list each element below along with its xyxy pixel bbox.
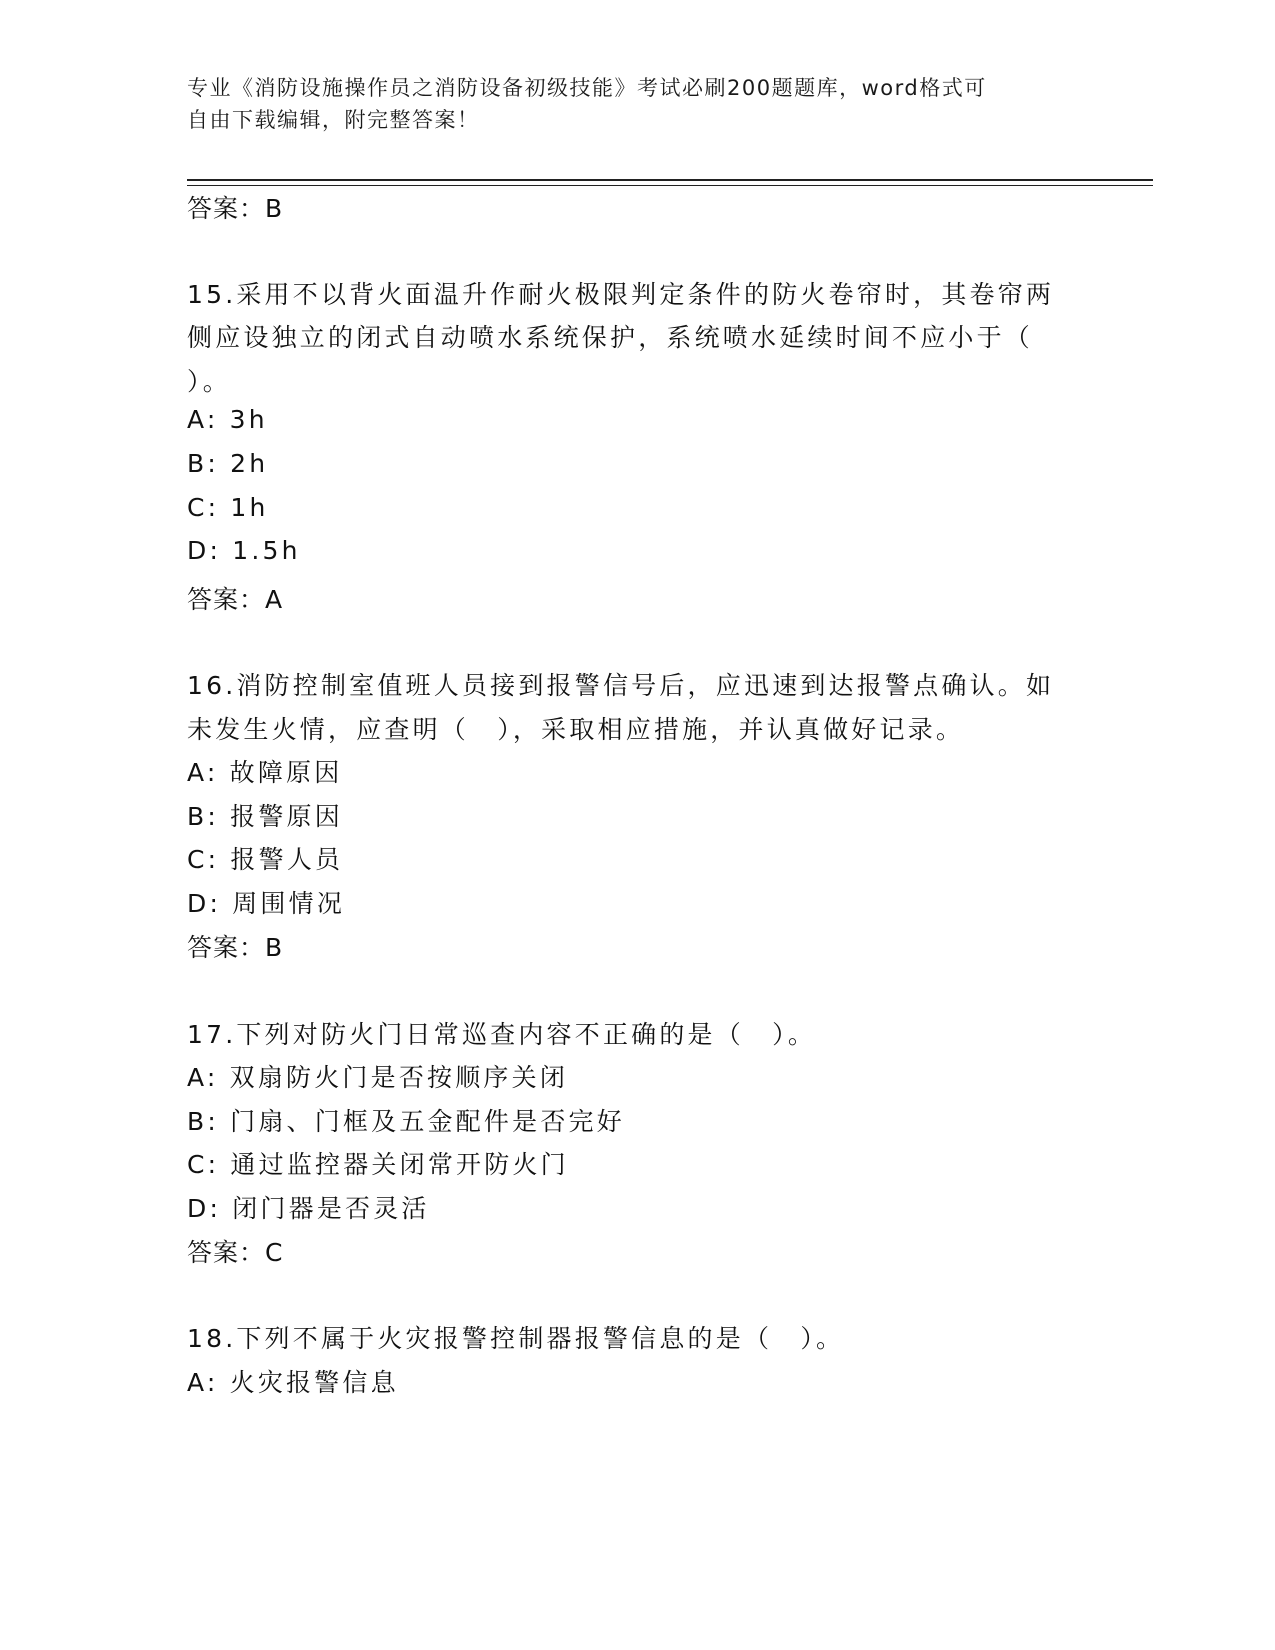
question-16-option-c: C: 报警人员 [187,845,344,874]
question-17-option-d: D: 闭门器是否灵活 [187,1194,430,1223]
question-17-option-b: B: 门扇、门框及五金配件是否完好 [187,1107,625,1136]
question-17-option-a: A: 双扇防火门是否按顺序关闭 [187,1063,569,1092]
question-16-option-a: A: 故障原因 [187,758,343,787]
question-18-option-a: A: 火灾报警信息 [187,1368,399,1397]
question-15-option-c: C: 1h [187,493,269,522]
question-18-stem-line-1: 18.下列不属于火灾报警控制器报警信息的是（ ）。 [187,1324,845,1353]
question-15-answer: 答案：A [187,585,284,614]
header-rule-thick [187,179,1153,181]
question-16-stem-line-1: 16.消防控制室值班人员接到报警信号后，应迅速到达报警点确认。如 [187,671,1055,700]
question-17-stem-line-1: 17.下列对防火门日常巡查内容不正确的是（ ）。 [187,1020,817,1049]
question-15-stem-line-1: 15.采用不以背火面温升作耐火极限判定条件的防火卷帘时，其卷帘两 [187,280,1055,309]
document-header [187,72,1087,136]
header-line-1: 专业《消防设施操作员之消防设备初级技能》考试必刷200题题库，word格式可 [187,76,987,100]
question-15-stem-line-3: ）。 [187,367,231,396]
question-15-option-a: A: 3h [187,405,268,434]
question-16-stem-line-2: 未发生火情，应查明（ ），采取相应措施，并认真做好记录。 [187,715,965,744]
header-line-2: 自由下载编辑，附完整答案！ [187,108,480,132]
answer-line: 答案：B [187,194,284,223]
header-rule-thin [187,185,1153,186]
question-15-stem-line-2: 侧应设独立的闭式自动喷水系统保护，系统喷水延续时间不应小于（ [187,323,1034,352]
question-16-answer: 答案：B [187,933,284,962]
question-17-answer: 答案：C [187,1238,284,1267]
question-15-option-b: B: 2h [187,449,269,478]
question-16-option-d: D: 周围情况 [187,889,346,918]
question-15-option-d: D: 1.5h [187,536,301,565]
question-16-option-b: B: 报警原因 [187,802,343,831]
question-17-option-c: C: 通过监控器关闭常开防火门 [187,1150,569,1179]
